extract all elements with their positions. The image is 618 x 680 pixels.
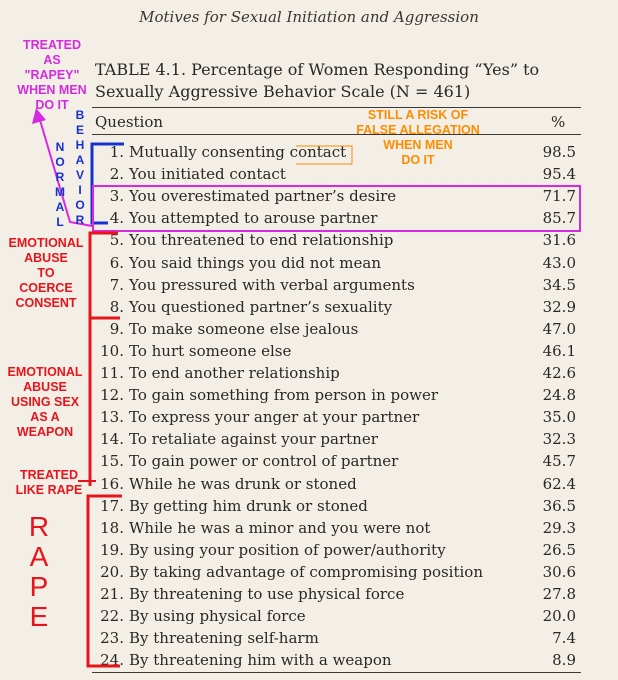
row-percent: 24.8 bbox=[542, 386, 576, 405]
annotation-line: EMOTIONAL bbox=[8, 236, 84, 250]
row-question: By getting him drunk or stoned bbox=[129, 496, 368, 515]
annotation-line: ABUSE bbox=[24, 251, 68, 265]
row-question: To express your anger at your partner bbox=[129, 408, 420, 427]
column-header-percent: % bbox=[551, 113, 566, 131]
annotation-emotional-coerce bbox=[0, 236, 92, 311]
row-number: 20. bbox=[100, 562, 124, 581]
annotation-line: WHEN MEN bbox=[383, 138, 453, 152]
row-question: You overestimated partner’s desire bbox=[129, 187, 397, 206]
letter: I bbox=[78, 183, 82, 197]
annotation-line: WHEN MEN bbox=[17, 83, 87, 97]
row-number: 10. bbox=[100, 341, 124, 360]
letter: A bbox=[75, 153, 85, 167]
table-caption-line1: TABLE 4.1. Percentage of Women Responding “Yes” to bbox=[95, 60, 540, 79]
row-question: By threatening him with a weapon bbox=[129, 651, 392, 670]
annotation-line: ABUSE bbox=[23, 380, 67, 394]
row-percent: 36.5 bbox=[542, 496, 576, 515]
letter: R bbox=[75, 213, 85, 227]
letter: L bbox=[56, 215, 64, 229]
letter: E bbox=[29, 601, 49, 632]
column-header-question: Question bbox=[95, 113, 164, 131]
row-percent: 32.3 bbox=[542, 430, 576, 449]
row-question: To make someone else jealous bbox=[129, 319, 359, 338]
row-number: 17. bbox=[100, 496, 124, 515]
annotation-line: CONSENT bbox=[15, 296, 77, 310]
row-number: 21. bbox=[100, 585, 124, 603]
annotation-line: DO IT bbox=[401, 153, 435, 167]
letter: N bbox=[55, 140, 65, 154]
row-question: You pressured with verbal arguments bbox=[129, 275, 415, 294]
row-percent: 98.5 bbox=[542, 143, 576, 161]
row-percent: 31.6 bbox=[542, 231, 576, 250]
magenta-box bbox=[93, 186, 580, 231]
row-percent: 47.0 bbox=[542, 319, 576, 338]
row-number: 4. bbox=[109, 209, 124, 228]
letter: O bbox=[55, 155, 65, 169]
red-bracket-rape bbox=[88, 496, 122, 666]
row-question: To end another relationship bbox=[129, 364, 340, 382]
annotation-normal bbox=[53, 140, 67, 230]
row-percent: 95.4 bbox=[542, 165, 576, 184]
row-percent: 32.9 bbox=[542, 297, 576, 316]
annotation-line: "RAPEY" bbox=[24, 68, 80, 82]
row-question: You initiated contact bbox=[129, 165, 286, 184]
row-question: By taking advantage of compromising position bbox=[129, 562, 483, 581]
row-number: 13. bbox=[100, 408, 124, 427]
annotation-line: AS A bbox=[30, 410, 60, 424]
row-percent: 26.5 bbox=[542, 540, 576, 559]
blue-bracket bbox=[92, 144, 124, 223]
row-question: To gain power or control of partner bbox=[129, 452, 399, 471]
annotation-line: STILL A RISK OF bbox=[367, 108, 469, 122]
row-number: 22. bbox=[100, 607, 124, 626]
row-question: To retaliate against your partner bbox=[129, 430, 378, 449]
red-bracket-coerce bbox=[90, 233, 120, 318]
row-number: 11. bbox=[100, 364, 124, 382]
letter: P bbox=[29, 571, 49, 602]
annotation-line: LIKE RAPE bbox=[15, 483, 83, 497]
annotation-line: TREATED bbox=[19, 468, 79, 482]
annotation-line: COERCE bbox=[19, 281, 73, 295]
annotation-line: WEAPON bbox=[16, 425, 74, 439]
table-caption-line2: Sexually Aggressive Behavior Scale (N = 461) bbox=[95, 82, 471, 101]
row-percent: 46.1 bbox=[542, 341, 576, 360]
row-number: 24. bbox=[100, 651, 124, 670]
row-question: By using physical force bbox=[129, 607, 306, 626]
row-number: 16. bbox=[100, 474, 124, 493]
row-number: 1. bbox=[109, 143, 124, 161]
letter: A bbox=[55, 200, 65, 214]
annotation-line: AS bbox=[43, 53, 61, 67]
row-percent: 71.7 bbox=[542, 187, 576, 206]
annotation-line: TREATED bbox=[22, 38, 82, 52]
row-number: 9. bbox=[109, 319, 124, 338]
row-percent: 27.8 bbox=[542, 585, 576, 603]
row-question: To gain something from person in power bbox=[129, 386, 439, 405]
annotation-still-risk bbox=[338, 108, 498, 168]
annotation-line: DO IT bbox=[35, 98, 69, 112]
annotation-rape bbox=[24, 512, 54, 632]
letter: M bbox=[55, 185, 65, 199]
annotation-line: USING SEX bbox=[10, 395, 80, 409]
letter: V bbox=[75, 168, 84, 182]
row-percent: 42.6 bbox=[542, 364, 576, 382]
letter: H bbox=[75, 138, 85, 152]
row-number: 15. bbox=[100, 452, 124, 471]
row-question: By using your position of power/authority bbox=[129, 540, 446, 559]
annotation-treated-like-rape bbox=[2, 468, 96, 498]
annotation-line: FALSE ALLEGATION bbox=[356, 123, 480, 137]
row-percent: 35.0 bbox=[542, 408, 576, 427]
annotation-line: EMOTIONAL bbox=[7, 365, 83, 379]
row-percent: 30.6 bbox=[542, 562, 576, 581]
row-percent: 29.3 bbox=[542, 518, 576, 537]
row-number: 19. bbox=[100, 540, 124, 559]
row-number: 5. bbox=[109, 231, 124, 250]
row-question: While he was drunk or stoned bbox=[129, 474, 357, 493]
letter: E bbox=[75, 123, 84, 137]
row-question: While he was a minor and you were not bbox=[129, 518, 431, 537]
row-percent: 20.0 bbox=[542, 607, 576, 626]
row-number: 14. bbox=[100, 430, 124, 449]
letter: O bbox=[75, 198, 85, 212]
row-percent: 8.9 bbox=[552, 651, 576, 670]
row-question: Mutually consenting contact bbox=[129, 143, 347, 161]
row-percent: 7.4 bbox=[552, 629, 576, 648]
row-percent: 85.7 bbox=[542, 209, 576, 228]
row-number: 6. bbox=[109, 253, 124, 272]
row-question: You threatened to end relationship bbox=[129, 231, 394, 250]
row-question: By threatening to use physical force bbox=[129, 585, 405, 603]
running-head: Motives for Sexual Initiation and Aggression bbox=[139, 8, 479, 26]
row-question: You questioned partner’s sexuality bbox=[129, 297, 393, 316]
annotation-line: TO bbox=[37, 266, 55, 280]
row-number: 23. bbox=[100, 629, 124, 648]
row-number: 12. bbox=[100, 386, 124, 405]
row-percent: 45.7 bbox=[542, 452, 576, 471]
row-percent: 34.5 bbox=[542, 275, 576, 294]
annotation-emotional-weapon bbox=[0, 365, 90, 440]
letter: B bbox=[75, 108, 85, 122]
row-question: To hurt someone else bbox=[129, 341, 292, 360]
row-number: 2. bbox=[109, 165, 124, 184]
row-percent: 43.0 bbox=[542, 253, 576, 272]
row-number: 3. bbox=[109, 187, 124, 206]
row-percent: 62.4 bbox=[542, 474, 576, 493]
annotation-behavior bbox=[73, 108, 87, 228]
row-question: You attempted to arouse partner bbox=[129, 209, 378, 228]
letter: R bbox=[55, 170, 65, 184]
letter: R bbox=[28, 511, 50, 542]
row-number: 8. bbox=[109, 297, 124, 316]
row-number: 7. bbox=[109, 275, 124, 294]
row-number: 18. bbox=[100, 518, 124, 537]
row-question: By threatening self-harm bbox=[129, 629, 319, 648]
annotation-treated-rapey bbox=[2, 38, 102, 113]
row-question: You said things you did not mean bbox=[129, 253, 381, 272]
letter: A bbox=[29, 541, 49, 572]
